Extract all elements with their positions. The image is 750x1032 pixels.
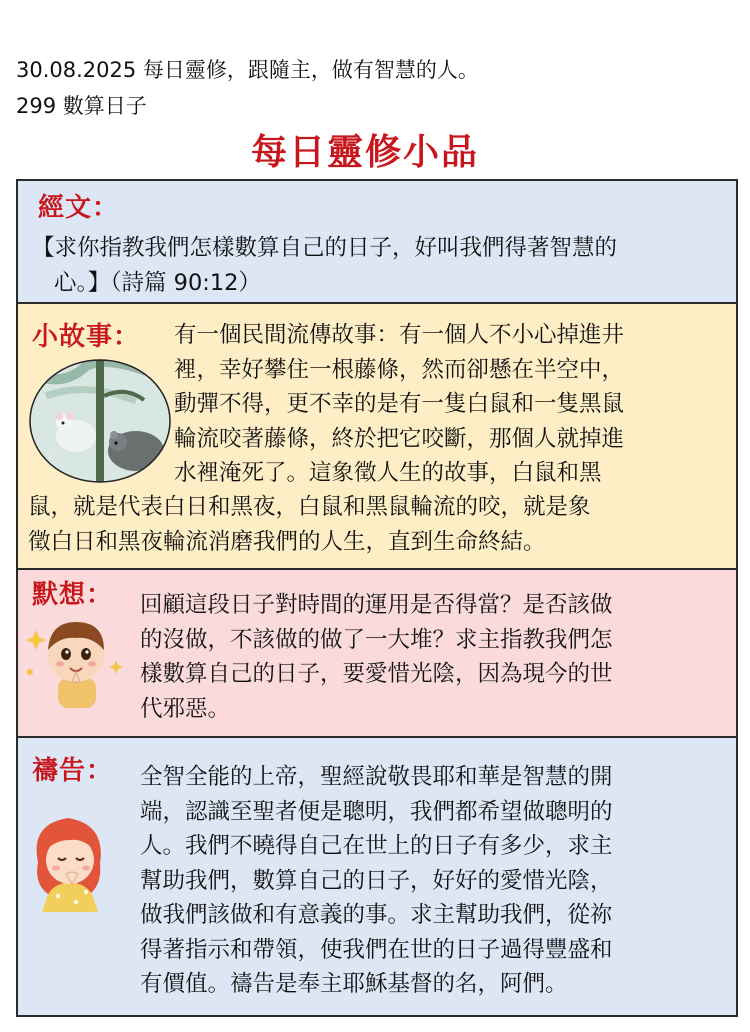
scripture-label: 經文： (38, 193, 120, 223)
devotional-card (16, 179, 738, 1017)
scripture-line: 心。】（詩篇 90:12） (54, 269, 261, 296)
scripture-line: 【求你指教我們怎樣數算自己的日子，好叫我們得著智慧的 (32, 235, 618, 261)
story-line: 裡，幸好攀住一根藤條，然而卻懸在半空中， (174, 356, 625, 383)
meditation-line: 代邪惡。 (140, 695, 231, 722)
story-line: 鼠，就是代表白日和黑夜，白鼠和黑鼠輪流的咬，就是象 (28, 494, 591, 520)
meditation-section (18, 570, 736, 738)
story-line: 水裡淹死了。這象徵人生的故事，白鼠和黑 (174, 460, 602, 486)
praying-girl-illustration (20, 804, 120, 914)
story-label: 小故事： (32, 322, 141, 352)
meditation-text (140, 588, 734, 726)
page-title: 每日靈修小品 (250, 132, 479, 173)
story-text-bottom (28, 490, 738, 559)
prayer-line: 得著指示和帶領，使我們在世的日子過得豐盛和 (140, 936, 613, 963)
meditation-line: 回顧這段日子對時間的運用是否得當？是否該做 (140, 592, 613, 618)
meditation-label: 默想： (32, 580, 114, 610)
story-line: 輪流咬著藤條，終於把它咬斷，那個人就掉進 (174, 425, 625, 452)
header-date-line: 30.08.2025 每日靈修，跟隨主，做有智慧的人。 (16, 58, 479, 82)
prayer-line: 全智全能的上帝，聖經說敬畏耶和華是智慧的開 (140, 764, 613, 790)
mice-on-vine-illustration (26, 356, 174, 486)
meditation-line: 的沒做，不該做的做了一大堆？求主指教我們怎 (140, 626, 613, 653)
prayer-text (140, 760, 734, 1002)
prayer-line: 端，認識至聖者便是聰明，我們都希望做聰明的 (140, 798, 613, 825)
prayer-section (18, 738, 736, 1015)
story-text-top (174, 318, 734, 491)
prayer-line: 人。我們不曉得自己在世上的日子有多少，求主 (140, 833, 613, 859)
story-line: 徵白日和黑夜輪流消磨我們的人生，直到生命終結。 (28, 528, 546, 555)
prayer-line: 有價值。禱告是奉主耶穌基督的名，阿們。 (140, 971, 568, 997)
prayer-label: 禱告： (32, 756, 114, 786)
scripture-text (32, 231, 732, 300)
praying-boy-illustration (22, 610, 130, 710)
scripture-section (18, 181, 736, 304)
prayer-line: 做我們該做和有意義的事。求主幫助我們，從祢 (140, 902, 613, 928)
meditation-line: 樣數算自己的日子，要愛惜光陰，因為現今的世 (140, 661, 613, 687)
story-section (18, 304, 736, 570)
header (16, 52, 479, 124)
story-line: 動彈不得，更不幸的是有一隻白鼠和一隻黑鼠 (174, 391, 625, 417)
header-subtitle: 299 數算日子 (16, 94, 147, 118)
prayer-line: 幫助我們，數算自己的日子，好好的愛惜光陰， (140, 867, 613, 894)
story-line: 有一個民間流傳故事：有一個人不小心掉進井 (174, 322, 625, 348)
